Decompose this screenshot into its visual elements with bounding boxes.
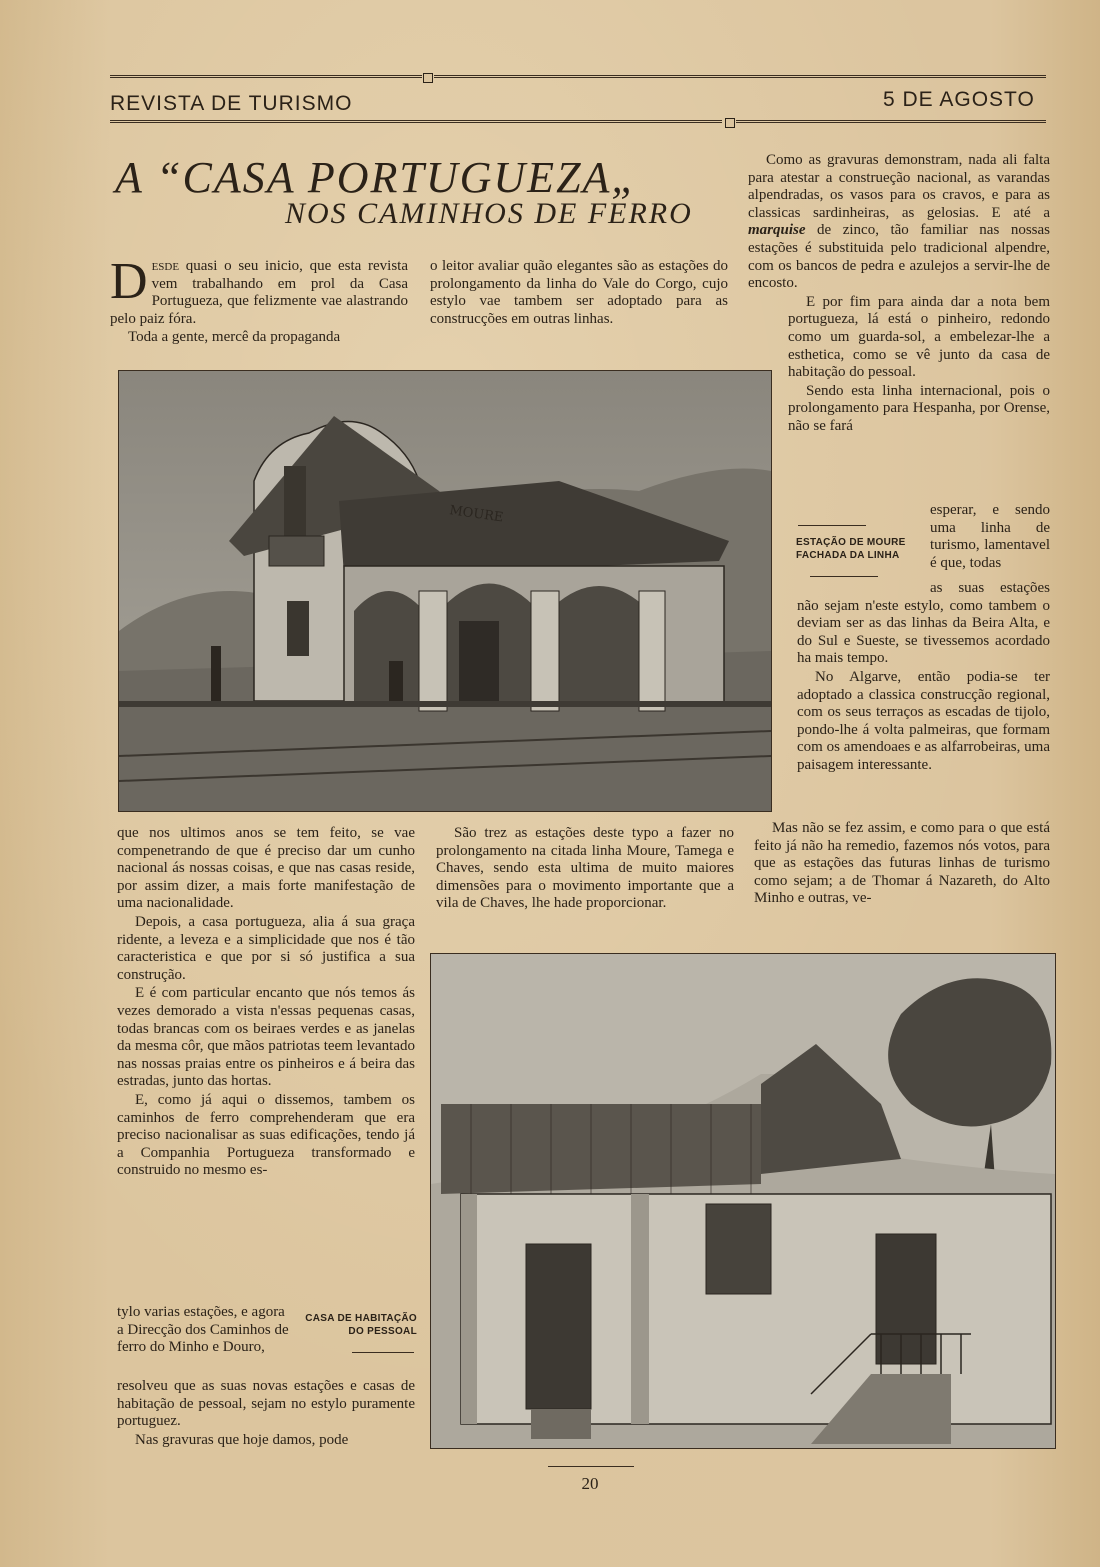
left-para-2: Depois, a casa portugueza, alia á sua graça ridente, a leveza e a simplicidade que nos é tão caracteristica e que por si só justifica a sua construção. <box>117 913 415 983</box>
left-end-para-1: resolveu que as suas novas estações e casas de habitação de pessoal, sejam no estylo puramente portuguez. <box>117 1378 415 1430</box>
caption-rule-casa <box>352 1352 414 1353</box>
left-end-para-2: Nas gravuras que hoje damos, pode <box>135 1431 349 1448</box>
first-word: esde <box>151 258 180 274</box>
intro-text: quasi o seu inicio, que esta revista vem trabalhando em prol da Casa Portugueza, que felizmente vae alastrando pelo paiz fóra. <box>110 258 408 327</box>
intro-paragraph-2: Toda a gente, mercê da propaganda <box>128 329 341 346</box>
right-column-top <box>748 152 1050 437</box>
left-para-3: E é com particular encanto que nós temos ás vezes demorado a vista n'essas pequenas casas, todas brancas com os beiraes verdes e as janelas da mesma côr, que mãos patriotas teem levantado nas nossas praias entre os pinheiros e á beira das estradas, junto das hortas. <box>117 985 415 1090</box>
right-wrap-text: esperar, e sendo uma linha de turismo, lamentavel é que, todas <box>930 502 1050 571</box>
header-top-rule-right <box>434 75 1046 78</box>
article-subtitle: NOS CAMINHOS DE FERRO <box>285 197 693 230</box>
caption-moure-line2: FACHADA DA LINHA <box>796 550 900 561</box>
right-para-3: Sendo esta linha internacional, pois o prolongamento para Hespanha, por Orense, não se fará <box>788 382 1050 434</box>
middle-para-1: São trez as estações deste typo a fazer no prolongamento na citada linha Moure, Tamega e Chaves, sendo esta ultima de muito maiores dimensões para o movimento importante que a vila de Chaves, lhe hade proporcionar. <box>436 825 734 912</box>
right-para-1 <box>748 152 1050 293</box>
right-para-1-cont: de zinco, tão familiar nas nossas estações é substituida pelo tradicional alpendre, com os bancos de pedra e azulejos a servir-lhe de encosto. <box>748 222 1050 292</box>
station-illustration <box>119 371 771 811</box>
left-column-bottom <box>117 825 415 1181</box>
right-para-2: E por fim para ainda dar a nota bem portugueza, lá está o pinheiro, redondo como um guarda-sol, a embelezar-lhe a esthetica, como se vê junto da casa de habitação do pessoal. <box>788 293 1050 381</box>
intro-col2-text: o leitor avaliar quão elegantes são as estações do prolongamento da linha do Vale do Corgo, cujo estylo vae tambem ser adoptado para as construcções em outras linhas. <box>430 258 728 327</box>
right-after-para-1: as suas estações não sejam n'este estylo, como tambem o deviam ser as das linhas da Beira Alta, e do Sul e Sueste, se tivessemos acordado ha mais tempo. <box>797 580 1050 667</box>
drop-cap: D <box>110 253 148 310</box>
caption-rule-moure-top <box>798 525 866 526</box>
station-sign-text: MOURE <box>448 503 505 526</box>
caption-casa-line2: DO PESSOAL <box>348 1326 417 1337</box>
header-top-rule <box>110 75 422 78</box>
intro-column-2 <box>430 258 728 329</box>
intro-column-1 <box>110 253 408 348</box>
caption-casa <box>305 1312 417 1338</box>
caption-casa-line1: CASA DE HABITAÇÃO <box>305 1313 417 1324</box>
middle-column-bottom <box>436 825 734 914</box>
caption-moure-line1: ESTAÇÃO DE MOURE <box>796 537 906 548</box>
right-column-wrap <box>930 502 1050 573</box>
house-illustration <box>431 954 1055 1448</box>
left-para-4: E, como já aqui o dissemos, tambem os caminhos de ferro comprehenderam que era preciso nacionalisar as suas edificações, tendo já a Companhia Portugueza transformado e construido no mesmo es- <box>117 1091 415 1179</box>
page-number: 20 <box>581 1474 599 1493</box>
caption-rule-moure-bottom <box>810 576 878 577</box>
header-bottom-rule <box>110 120 722 123</box>
left-para-1: que nos ultimos anos se tem feito, se vae compenetrando de que é preciso dar um cunho nacional ás nossas coisas, e que nas casas reside, por assim dizer, a mais forte manifestação de uma nacionalidade. <box>117 825 415 912</box>
right-para-1-text: Como as gravuras demonstram, nada ali falta para atestar a construeção nacional, as varandas alpendradas, os vasos para os cravos, e para as classicas sardinheiras, as gelosias. E até a <box>748 152 1050 221</box>
header-bottom-rule-right <box>736 120 1046 123</box>
marquise-term: marquise <box>748 222 806 239</box>
station-engraving <box>118 370 772 812</box>
left-column-wrap <box>117 1304 292 1358</box>
journal-title: REVISTA DE TURISMO <box>110 92 353 115</box>
footer-rule <box>548 1466 634 1467</box>
intro-paragraph <box>110 253 408 328</box>
header-ornament-right <box>725 118 735 128</box>
house-engraving <box>430 953 1056 1449</box>
right-column-after <box>797 580 1050 776</box>
article-title: A “CASA PORTUGUEZA„ <box>115 153 638 202</box>
left-wrap-text: tylo varias estações, e agora a Direcção dos Caminhos de ferro do Minho e Douro, <box>117 1304 289 1356</box>
issue-date: 5 DE AGOSTO <box>883 88 1035 111</box>
right-column-last <box>754 820 1050 909</box>
right-after-para-3: Mas não se fez assim, e como para o que está feito já não ha remedio, fazemos nós votos, para que as estações das futuras linhas de turismo como sejam; a de Thomar á Nazareth, do Alto Minho e outras, ve- <box>754 820 1050 907</box>
header-ornament-left <box>423 73 433 83</box>
caption-moure <box>796 536 906 562</box>
right-after-para-2: No Algarve, então podia-se ter adoptado a classica construcção regional, com os seus terraços as escadas de tijolo, pondo-lhe á volta palmeiras, que formam com os amendoaes e as alfarrobeiras, uma paisagem interessante. <box>797 668 1050 773</box>
left-column-end <box>117 1378 415 1450</box>
